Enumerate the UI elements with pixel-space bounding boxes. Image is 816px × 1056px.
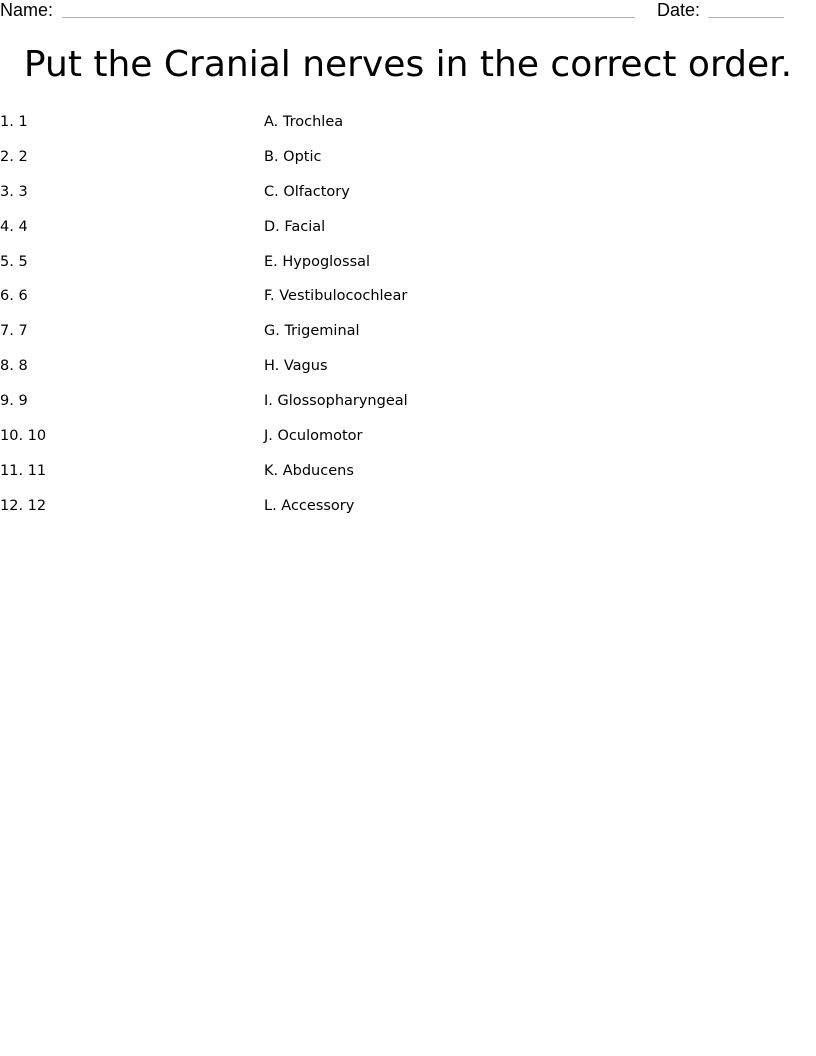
page-title: Put the Cranial nerves in the correct order. [23, 44, 793, 85]
item-option: L. Accessory [264, 497, 355, 514]
item-number: 5. 5 [0, 253, 28, 270]
list-item [0, 496, 816, 531]
item-number: 7. 7 [0, 323, 28, 340]
list-item [0, 426, 816, 461]
item-number: 8. 8 [0, 358, 28, 375]
item-option: A. Trochlea [264, 114, 344, 130]
list-item [0, 112, 816, 147]
item-number: 1. 1 [0, 114, 28, 130]
list-item [0, 147, 816, 182]
item-number: 11. 11 [0, 462, 47, 479]
item-number: 2. 2 [0, 148, 28, 165]
item-number: 3. 3 [0, 183, 28, 200]
item-option: F. Vestibulocochlear [264, 288, 408, 305]
list-item [0, 252, 816, 287]
list-item [0, 461, 816, 496]
item-number: 12. 12 [0, 497, 47, 514]
list-item [0, 286, 816, 321]
item-option: K. Abducens [264, 462, 354, 479]
item-option: I. Glossopharyngeal [264, 393, 408, 410]
item-number: 6. 6 [0, 288, 28, 305]
item-number: 10. 10 [0, 428, 47, 445]
item-option: D. Facial [264, 218, 326, 235]
item-option: H. Vagus [264, 358, 328, 375]
list-item [0, 182, 816, 217]
date-label: Date: [657, 0, 701, 20]
name-label: Name: [0, 0, 54, 20]
item-option: G. Trigeminal [264, 323, 360, 340]
item-option: E. Hypoglossal [264, 253, 371, 270]
item-option: C. Olfactory [264, 183, 350, 200]
item-option: B. Optic [264, 148, 322, 165]
item-number: 4. 4 [0, 218, 28, 235]
list-item [0, 356, 816, 391]
list-item [0, 391, 816, 426]
date-blank-line [708, 17, 784, 18]
matching-list [0, 112, 816, 531]
name-blank-line [62, 17, 635, 18]
list-item [0, 217, 816, 252]
item-number: 9. 9 [0, 393, 28, 410]
item-option: J. Oculomotor [264, 428, 363, 445]
worksheet-header [0, 0, 816, 24]
list-item [0, 321, 816, 356]
